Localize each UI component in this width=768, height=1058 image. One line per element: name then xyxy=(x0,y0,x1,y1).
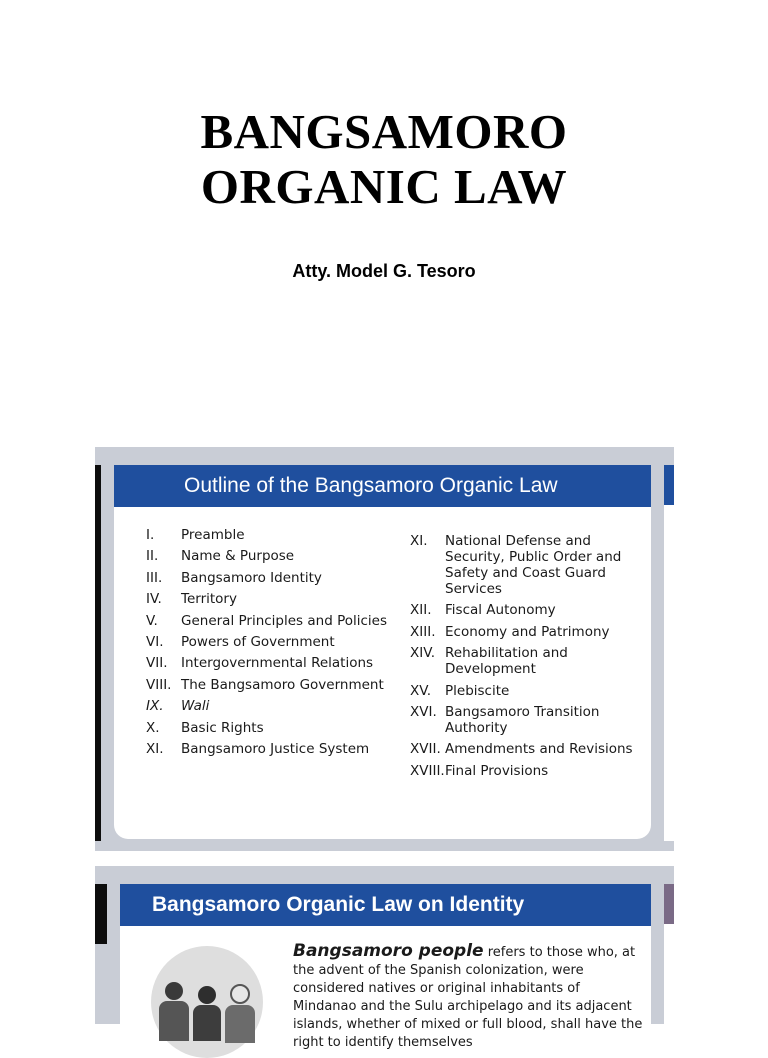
outline-item xyxy=(146,634,406,650)
outline-item xyxy=(146,720,406,736)
outline-item-number: IV. xyxy=(146,591,162,608)
outline-item-number: VI. xyxy=(146,633,164,650)
outline-item-label: National Defense and Security, Public Order and Safety and Coast Guard Services xyxy=(445,533,622,597)
outline-item-number: VII. xyxy=(146,655,168,672)
identity-term: Bangsamoro people xyxy=(293,941,484,961)
slide-edge-left xyxy=(95,884,107,944)
outline-item-number: XVI. xyxy=(410,703,437,720)
author-name: Atty. Model G. Tesoro xyxy=(292,261,476,281)
outline-item xyxy=(146,570,406,586)
outline-item-label: Powers of Government xyxy=(181,633,335,650)
outline-item xyxy=(146,613,406,629)
outline-item xyxy=(410,645,650,677)
document-title xyxy=(0,104,768,214)
slide-edge-right-banner xyxy=(664,884,674,924)
outline-item xyxy=(146,548,406,564)
outline-item-label: Bangsamoro Transition Authority xyxy=(445,703,600,736)
outline-item xyxy=(410,704,650,736)
outline-item-number: I. xyxy=(146,527,155,543)
outline-item-label: Bangsamoro Justice System xyxy=(181,740,370,757)
outline-item-number: III. xyxy=(146,569,163,586)
outline-item-number: XVIII. xyxy=(410,762,445,779)
outline-item-label: Basic Rights xyxy=(181,719,264,736)
outline-item-number: XI. xyxy=(410,533,428,549)
outline-item-number: VIII. xyxy=(146,676,172,693)
outline-item xyxy=(146,677,406,693)
slide-edge-left xyxy=(95,465,101,841)
outline-item-number: X. xyxy=(146,719,160,736)
outline-item-label: Preamble xyxy=(181,527,245,543)
identity-definition-text: refers to those who, at the advent of the Spanish colonization, were considered natives or original inhabitants of Mindanao and the Sulu archipelago and its adjacent islands, whether of mixed or full blood, shall have the right to identify themselves xyxy=(293,945,643,1050)
outline-item-number: II. xyxy=(146,548,159,565)
outline-item-label: General Principles and Policies xyxy=(181,612,388,629)
outline-item-number: IX. xyxy=(146,698,164,715)
outline-item-label: Name & Purpose xyxy=(181,548,295,565)
outline-item-label: Wali xyxy=(181,698,210,715)
outline-item-number: XII. xyxy=(410,602,432,619)
outline-item-label: Plebiscite xyxy=(445,682,510,699)
identity-definition xyxy=(293,942,643,1052)
outline-item xyxy=(410,741,650,757)
title-line-1: BANGSAMORO xyxy=(200,104,568,159)
outline-item xyxy=(410,683,650,699)
outline-item-number: XIII. xyxy=(410,623,436,640)
outline-item-label: Intergovernmental Relations xyxy=(181,655,374,672)
outline-item xyxy=(410,533,650,597)
outline-item-label: Final Provisions xyxy=(445,762,549,779)
outline-item-label: Rehabilitation and Development xyxy=(445,645,568,678)
outline-item xyxy=(410,763,650,779)
outline-item-number: XI. xyxy=(146,740,164,757)
slide-edge-right xyxy=(664,465,674,841)
outline-item-label: The Bangsamoro Government xyxy=(181,676,384,693)
outline-item-label: Amendments and Revisions xyxy=(445,741,633,758)
outline-item-label: Territory xyxy=(181,591,237,608)
outline-item-number: XVII. xyxy=(410,741,441,758)
outline-item-number: XV. xyxy=(410,682,432,699)
identity-banner: Bangsamoro Organic Law on Identity xyxy=(120,884,651,926)
outline-item-label: Fiscal Autonomy xyxy=(445,602,556,619)
outline-left-column xyxy=(146,527,406,762)
outline-right-column xyxy=(410,533,650,784)
outline-item xyxy=(146,655,406,671)
identity-slide-image xyxy=(95,866,674,1050)
outline-slide-image xyxy=(95,447,674,851)
outline-item-label: Bangsamoro Identity xyxy=(181,569,322,586)
outline-banner: Outline of the Bangsamoro Organic Law xyxy=(114,465,651,507)
outline-item xyxy=(410,624,650,640)
identity-card xyxy=(120,884,651,1050)
title-line-2: ORGANIC LAW xyxy=(200,159,568,214)
outline-item xyxy=(146,591,406,607)
outline-item-number: XIV. xyxy=(410,645,436,662)
outline-item-number: V. xyxy=(146,612,158,629)
people-illustration xyxy=(151,946,263,1058)
outline-item xyxy=(146,527,406,543)
slide-edge-right-banner xyxy=(664,465,674,505)
outline-item xyxy=(410,602,650,618)
outline-item-label: Economy and Patrimony xyxy=(445,623,610,640)
outline-item xyxy=(146,698,406,714)
outline-card xyxy=(114,465,651,839)
outline-item xyxy=(146,741,406,757)
